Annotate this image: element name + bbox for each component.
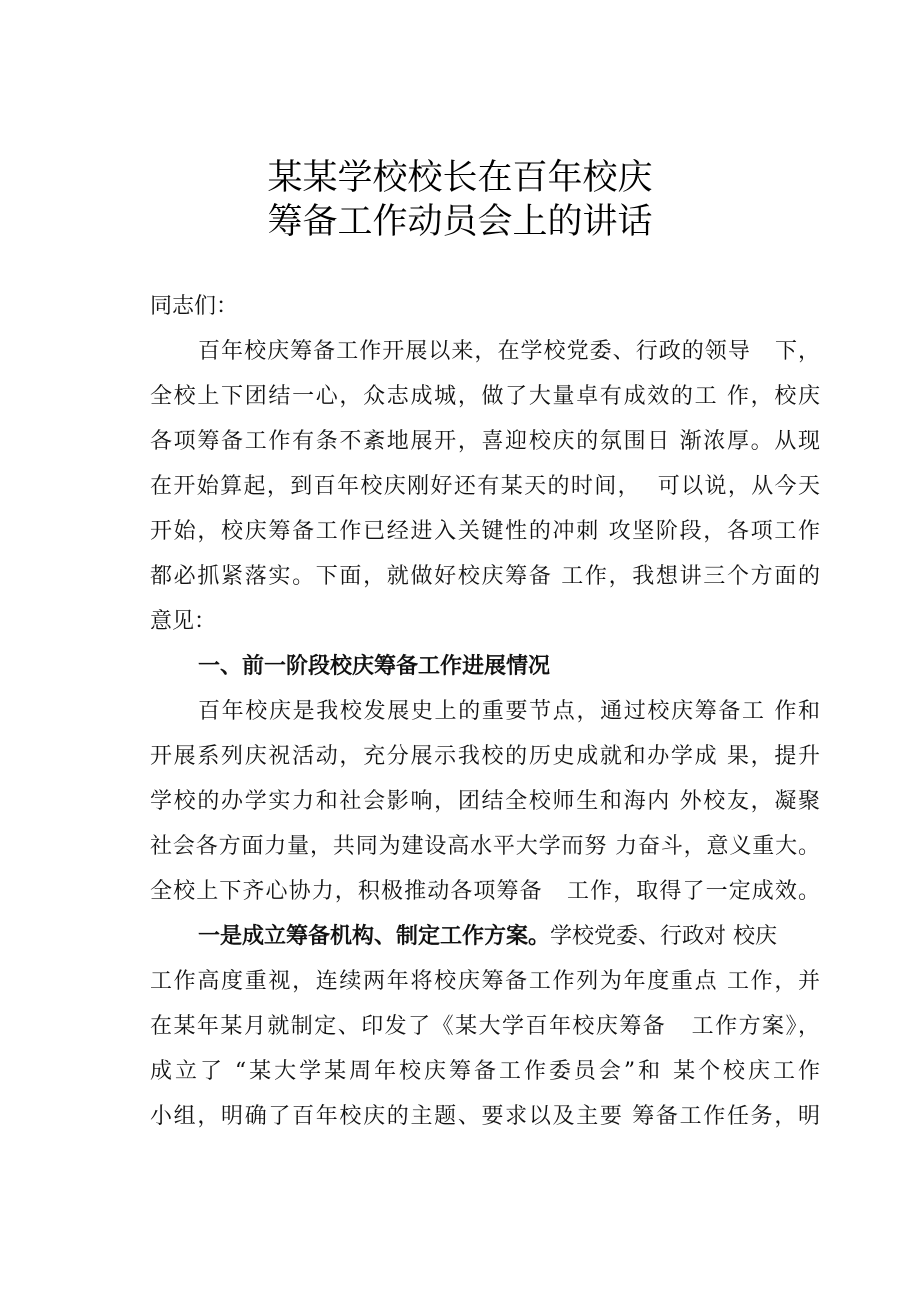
- paragraph-line: 全校上下齐心协力，积极推动各项筹备 工作，取得了一定成效。: [150, 879, 820, 904]
- paragraph-line: 在某年某月就制定、印发了《某大学百年校庆筹备 工作方案》，: [150, 1014, 820, 1039]
- paragraph-line: 开始，校庆筹备工作已经进入关键性的冲刺 攻坚阶段，各项工作: [150, 519, 820, 544]
- document-title-line-2: 筹备工作动员会上的讲话: [267, 202, 653, 242]
- paragraph-line: 百年校庆是我校发展史上的重要节点，通过校庆筹备工 作和: [198, 699, 820, 724]
- paragraph-line: [198, 922, 820, 952]
- paragraph-text: 学校党委、行政对 校庆: [550, 924, 778, 949]
- paragraph-line: 小组，明确了百年校庆的主题、要求以及主要 筹备工作任务，明: [150, 1104, 820, 1129]
- paragraph-line: 成立了 “某大学某周年校庆筹备工作委员会”和 某个校庆工作: [150, 1059, 820, 1084]
- salutation: 同志们：: [150, 294, 239, 319]
- paragraph-line: 在开始算起，到百年校庆刚好还有某天的时间， 可以说，从今天: [150, 474, 820, 499]
- bold-lead-text: 一是成立筹备机构、制定工作方案。: [198, 924, 551, 949]
- paragraph-line: 工作高度重视，连续两年将校庆筹备工作列为年度重点 工作，并: [150, 969, 820, 994]
- paragraph-line: 都必抓紧落实。下面，就做好校庆筹备 工作，我想讲三个方面的: [150, 564, 820, 589]
- paragraph-line: 意见：: [150, 609, 217, 634]
- document-title-line-1: 某某学校校长在百年校庆: [267, 158, 653, 198]
- paragraph-line: 学校的办学实力和社会影响，团结全校师生和海内 外校友，凝聚: [150, 789, 820, 814]
- paragraph-line: 百年校庆筹备工作开展以来，在学校党委、行政的领导 下，: [198, 339, 820, 364]
- paragraph-line: 各项筹备工作有条不紊地展开，喜迎校庆的氛围日 渐浓厚。从现: [150, 429, 820, 454]
- paragraph-line: 开展系列庆祝活动，充分展示我校的历史成就和办学成 果，提升: [150, 744, 820, 769]
- section-heading: 一、前一阶段校庆筹备工作进展情况: [198, 654, 551, 679]
- paragraph-line: 全校上下团结一心，众志成城，做了大量卓有成效的工 作，校庆: [150, 384, 820, 409]
- paragraph-line: 社会各方面力量，共同为建设高水平大学而努 力奋斗，意义重大。: [150, 834, 820, 859]
